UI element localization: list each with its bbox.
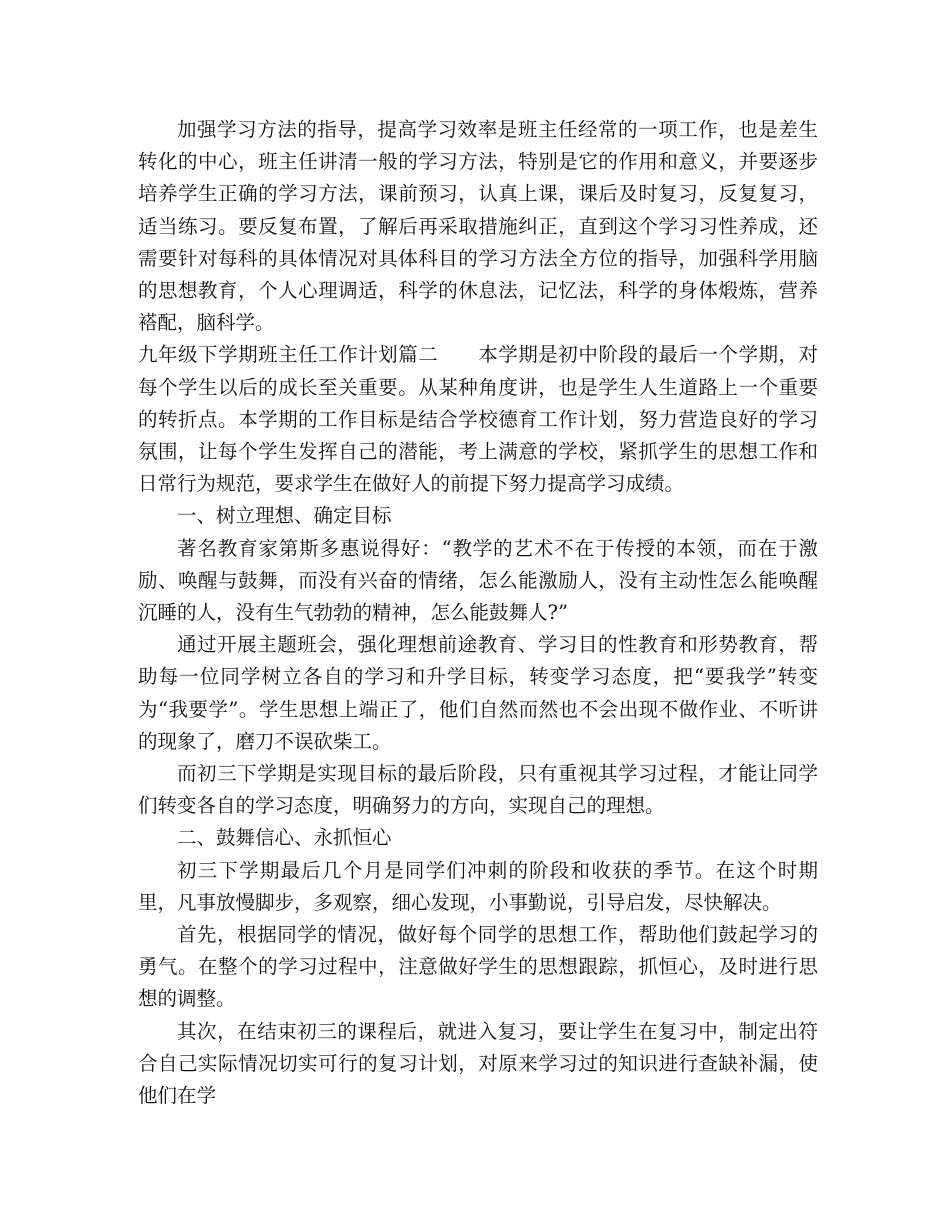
paragraph-first: 首先，根据同学的情况，做好每个同学的思想工作，帮助他们鼓起学习的勇气。在整个的学习过程中，注意做好学生的思想跟踪，抓恒心，及时进行思想的调整。: [138, 923, 818, 1011]
paragraph-plan-intro: 九年级下学期班主任工作计划篇二 本学期是初中阶段的最后一个学期，对每个学生以后的成长至关重要。从某种角度讲，也是学生人生道路上一个重要的转折点。本学期的工作目标是结合学校德育工作计划，努力营造良好的学习氛围，让每个学生发挥自己的潜能，考上满意的学校，紧抓学生的思想工作和日常行为规范，要求学生在做好人的前提下努力提高学习成绩。: [138, 343, 818, 496]
paragraph-sprint: 初三下学期最后几个月是同学们冲刺的阶段和收获的季节。在这个时期里，凡事放慢脚步，多观察，细心发现，小事勤说，引导启发，尽快解决。: [138, 858, 818, 914]
document-body: [138, 114, 818, 1112]
section-heading-1: 一、树立理想、确定目标: [177, 504, 392, 528]
paragraph-second: 其次，在结束初三的课程后，就进入复习，要让学生在复习中，制定出符合自己实际情况切实可行的复习计划，对原来学习过的知识进行查缺补漏，使他们在学: [138, 1019, 818, 1108]
paragraph-quote: 著名教育家第斯多惠说得好：“教学的艺术不在于传授的本领，而在于激励、唤醒与鼓舞，而没有兴奋的情绪，怎么能激励人，没有主动性怎么能唤醒沉睡的人，没有生气勃勃的精神，怎么能鼓舞人?”: [138, 536, 818, 625]
paragraph-study-methods: 加强学习方法的指导，提高学习效率是班主任经常的一项工作，也是差生转化的中心，班主任讲清一般的学习方法，特别是它的作用和意义，并要逐步培养学生正确的学习方法，课前预习，认真上课，课后及时复习，反复复习，适当练习。要反复布置，了解后再采取措施纠正，直到这个学习习性养成，还需要针对每科的具体情况对具体科目的学习方法全方位的指导，加强科学用脑的思想教育，个人心理调适，科学的休息法，记忆法，科学的身体煅炼，营养褡配，脑科学。: [138, 118, 818, 335]
paragraph-final-stage: 而初三下学期是实现目标的最后阶段，只有重视其学习过程，才能让同学们转变各自的学习态度，明确努力的方向，实现自己的理想。: [138, 762, 818, 818]
section-heading-2: 二、鼓舞信心、永抓恒心: [177, 826, 392, 850]
paragraph-class-meeting: 通过开展主题班会，强化理想前途教育、学习目的性教育和形势教育，帮助每一位同学树立各自的学习和升学目标，转变学习态度，把“要我学”转变为“我要学”。学生思想上端正了，他们自然而然也不会出现不做作业、不听讲的现象了，磨刀不误砍柴工。: [138, 633, 818, 753]
